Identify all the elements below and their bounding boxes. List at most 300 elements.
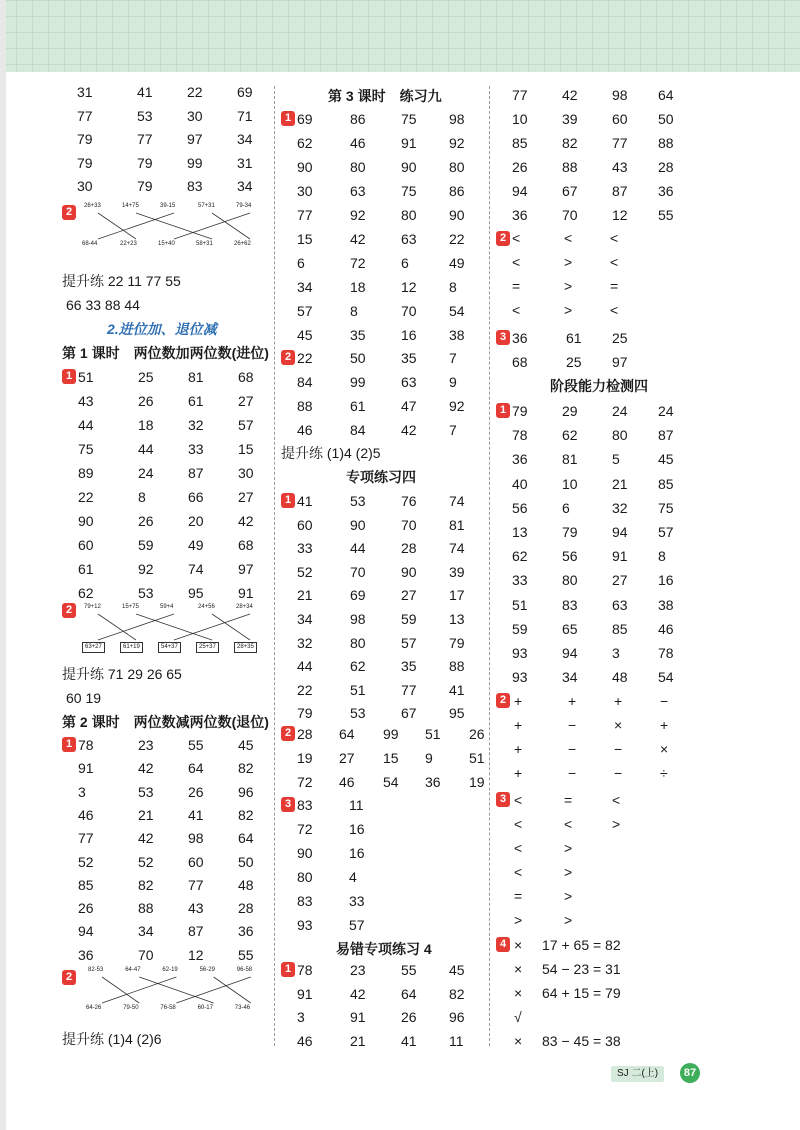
- col3-stage4-q2-cell: +: [514, 693, 523, 709]
- col1-lesson1-cell: 91: [238, 585, 254, 601]
- col1-top-cell: 34: [237, 178, 253, 194]
- col2-lesson3-q2-cell: 88: [297, 398, 313, 414]
- col3-stage4-q1-cell: 3: [612, 645, 620, 661]
- col3-stage4-q1-cell: 32: [612, 499, 628, 516]
- col1-lesson2-cell: 70: [138, 946, 154, 963]
- tisheng-line: 60 19: [66, 690, 102, 706]
- col1-lesson2-cell: 42: [138, 830, 154, 847]
- col1-match2-bottom-expr: 25+37: [196, 642, 219, 653]
- col3-stage4-q1-cell: 5: [612, 451, 620, 468]
- col2-lesson3-q1-cell: 80: [350, 159, 366, 175]
- col3-q2-cell: <: [610, 230, 619, 246]
- col2-lesson3-q1-cell: 45: [297, 327, 313, 343]
- col3-q3-cell: 25: [566, 354, 582, 370]
- col3-q3-cell: 97: [612, 354, 628, 370]
- question-number-badge: 2: [281, 726, 295, 741]
- col1-lesson1-cell: 61: [188, 393, 204, 409]
- col1-lesson1-cell: 43: [78, 393, 94, 409]
- col3-stage4-q4-cell: ×: [514, 1033, 523, 1049]
- col2-special4-q1-cell: 39: [449, 563, 465, 580]
- col3-stage4-q1-cell: 83: [562, 596, 578, 613]
- tisheng-line: 提升练 (1)4 (2)6: [62, 1031, 162, 1047]
- col1-match3-top-expr: 56-29: [199, 967, 215, 973]
- col1-lesson2-cell: 52: [138, 853, 154, 870]
- col1-lesson1-cell: 57: [238, 417, 254, 433]
- col1-top-cell: 31: [77, 84, 93, 100]
- col1-lesson1-cell: 15: [238, 441, 254, 457]
- col1-lesson1-cell: 97: [238, 561, 254, 577]
- tisheng-line: 66 33 88 44: [66, 297, 140, 313]
- col3-stage4-q3-cell: <: [612, 792, 621, 808]
- col2-special4-q1-cell: 52: [297, 563, 313, 580]
- col2-special4-q2-cell: 36: [425, 774, 441, 790]
- col3-stage4-q3-cell: >: [564, 840, 573, 856]
- col3-stage4-q2-cell: ×: [614, 717, 623, 733]
- col2-special4-q1-cell: 74: [449, 540, 465, 557]
- col2-special4-q1-cell: 76: [401, 493, 417, 509]
- col2-lesson3-q1-cell: 22: [449, 231, 465, 247]
- col2-special4-q1-cell: 74: [449, 493, 465, 509]
- col1-lesson2-cell: 50: [238, 853, 254, 870]
- col1-lesson1-cell: 90: [78, 513, 94, 529]
- col2-lesson3-q2-cell: 9: [449, 374, 457, 390]
- col2-lesson3-q1-cell: 15: [297, 231, 313, 247]
- col2-special4-q1-cell: 70: [401, 516, 417, 533]
- col3-stage4-q1-cell: 79: [512, 403, 528, 419]
- tisheng-line: 提升练 71 29 26 65: [62, 666, 182, 682]
- col2-lesson3-q1-cell: 72: [350, 255, 366, 271]
- col1-top-cell: 99: [187, 154, 203, 171]
- col1-lesson2-cell: 96: [238, 783, 254, 800]
- col3-q2-cell: <: [512, 230, 521, 246]
- col2-special4-q1-cell: 79: [449, 634, 465, 651]
- col1-match1-bottom-expr: 26+62: [234, 241, 251, 247]
- col3-q2-cell: <: [512, 302, 521, 318]
- col2-special4-q1-cell: 35: [401, 658, 417, 675]
- col1-top-cell: 34: [237, 131, 253, 147]
- col3-stage4-q4-cell: ×: [514, 937, 523, 953]
- col1-match2-top-expr: 59+4: [160, 604, 174, 610]
- col2-special4-q2-cell: 46: [339, 774, 355, 790]
- col2-errors4-q1-cell: 11: [449, 1032, 464, 1049]
- col3-stage4-q1-cell: 81: [562, 451, 578, 468]
- col3-top-cell: 88: [562, 159, 578, 175]
- col3-top-cell: 55: [658, 207, 674, 223]
- col3-stage4-q1-cell: 78: [658, 645, 674, 661]
- col1-match2-top-expr: 24+56: [198, 604, 215, 610]
- col1-lesson1-cell: 51: [78, 369, 94, 385]
- col2-lesson3-q2-cell: 84: [350, 422, 366, 438]
- col3-top-cell: 98: [612, 87, 628, 103]
- col1-match3-top-expr: 62-19: [162, 967, 178, 973]
- col3-stage4-q1-cell: 21: [612, 475, 628, 492]
- col2-special4-q2-cell: 28: [297, 726, 313, 742]
- col3-stage4-q1-cell: 13: [512, 524, 528, 540]
- col1-top-cell: 83: [187, 178, 203, 194]
- col1-match3-connect-line: [139, 977, 213, 1003]
- col2-lesson3-q1-cell: 91: [401, 135, 417, 151]
- col1-match3-top-expr: 64-47: [125, 967, 141, 973]
- col2-special4-q2-cell: 99: [383, 726, 399, 742]
- col3-q3-cell: 61: [566, 330, 582, 346]
- col3-stage4-q1-cell: 94: [562, 645, 578, 661]
- col2-special4-q3-cell: 16: [349, 845, 365, 861]
- col1-lesson2-cell: 52: [78, 853, 94, 870]
- col1-lesson2-cell: 36: [238, 923, 254, 940]
- question-number-badge: 3: [496, 330, 510, 345]
- col2-errors4-q1-cell: 21: [350, 1032, 366, 1049]
- col2-errors4-q1-cell: 46: [297, 1032, 313, 1049]
- col3-top-cell: 42: [562, 87, 578, 103]
- col2-lesson3-q2-cell: 47: [401, 398, 417, 414]
- col1-lesson1-cell: 20: [188, 513, 204, 529]
- col2-lesson3-q1-cell: 70: [401, 303, 417, 319]
- col2-special4-q1-cell: 81: [449, 516, 465, 533]
- col2-special4-q3-cell: 33: [349, 893, 365, 909]
- col1-top-cell: 31: [237, 154, 253, 171]
- col1-lesson1-cell: 44: [138, 441, 154, 457]
- col3-top-cell: 64: [658, 87, 674, 103]
- col3-stage4-q1-cell: 24: [658, 403, 674, 419]
- col1-lesson2-cell: 94: [78, 923, 94, 940]
- col2-errors4-q1-cell: 3: [297, 1009, 305, 1025]
- col2-lesson3-q2-cell: 7: [449, 422, 457, 438]
- col2-errors4-q1-cell: 96: [449, 1009, 465, 1025]
- col2-lesson3-q1-cell: 34: [297, 279, 313, 295]
- col3-q3-cell: 36: [512, 330, 528, 346]
- col2-lesson3-q1-cell: 42: [350, 231, 366, 247]
- col3-stage4-q1-cell: 85: [612, 620, 628, 637]
- question-number-badge: 1: [281, 962, 295, 977]
- col3-q2-cell: >: [564, 254, 573, 270]
- col1-match3-connect-line: [176, 977, 250, 1003]
- col1-lesson2-cell: 41: [188, 806, 204, 823]
- col1-match2-bottom-expr: 54+37: [158, 642, 181, 653]
- col2-lesson3-q2-cell: 92: [449, 398, 465, 414]
- col2-lesson3-q1-cell: 80: [401, 207, 417, 223]
- col1-lesson2-cell: 46: [78, 806, 94, 823]
- col1-top-cell: 97: [187, 131, 203, 147]
- col1-lesson1-cell: 62: [78, 585, 94, 601]
- section-title: 阶段能力检测四: [550, 378, 648, 394]
- col3-top-cell: 12: [612, 207, 628, 223]
- col3-stage4-q1-cell: 56: [512, 499, 528, 516]
- col2-special4-q1-cell: 22: [297, 681, 313, 698]
- col2-special4-q1-cell: 77: [401, 681, 417, 698]
- col3-q3-cell: 25: [612, 330, 628, 346]
- col1-lesson1-cell: 22: [78, 489, 94, 505]
- col2-lesson3-q1-cell: 63: [350, 183, 366, 199]
- question-number-badge: 1: [281, 111, 295, 126]
- col2-special4-q1-cell: 41: [449, 681, 465, 698]
- page-number: 87: [680, 1063, 700, 1083]
- col2-special4-q2-cell: 26: [469, 726, 485, 742]
- col1-lesson1-cell: 25: [138, 369, 154, 385]
- col2-special4-q1-cell: 67: [401, 705, 417, 722]
- col2-special4-q1-cell: 79: [297, 705, 313, 722]
- col2-special4-q2-cell: 54: [383, 774, 399, 790]
- col1-match1-bottom-expr: 68-44: [82, 241, 98, 247]
- col3-top-cell: 82: [562, 135, 578, 151]
- col3-stage4-q1-cell: 63: [612, 596, 628, 613]
- col2-lesson3-q1-cell: 6: [401, 255, 409, 271]
- col1-match1-top-expr: 39-15: [160, 203, 176, 209]
- question-number-badge: 2: [281, 350, 295, 365]
- col2-special4-q1-cell: 70: [350, 563, 366, 580]
- col1-lesson1-cell: 24: [138, 465, 154, 481]
- col2-lesson3-q1-cell: 90: [401, 159, 417, 175]
- col2-special4-q1-cell: 60: [297, 516, 313, 533]
- col1-lesson2-cell: 85: [78, 876, 94, 893]
- col2-lesson3-q1-cell: 62: [297, 135, 313, 151]
- col3-q2-cell: >: [564, 278, 573, 294]
- col2-lesson3-q2-cell: 61: [350, 398, 366, 414]
- col2-special4-q3-cell: 90: [297, 845, 313, 861]
- col1-lesson2-cell: 55: [188, 737, 204, 753]
- col3-top-cell: 67: [562, 183, 578, 199]
- question-number-badge: 1: [62, 737, 76, 752]
- col1-lesson2-cell: 53: [138, 783, 154, 800]
- tisheng-line: 提升练 22 11 77 55: [62, 273, 181, 289]
- col1-lesson2-cell: 48: [238, 876, 254, 893]
- col2-special4-q2-cell: 72: [297, 774, 313, 790]
- question-number-badge: 2: [62, 603, 76, 618]
- col2-lesson3-q1-cell: 57: [297, 303, 313, 319]
- col1-lesson1-cell: 8: [138, 489, 146, 505]
- col3-top-cell: 77: [512, 87, 528, 103]
- col2-special4-q1-cell: 57: [401, 634, 417, 651]
- col1-match3-bottom-expr: 73-46: [234, 1005, 251, 1011]
- col2-special4-q1-cell: 95: [449, 705, 465, 722]
- col1-lesson2-cell: 88: [138, 900, 154, 917]
- col1-top-cell: 30: [187, 107, 203, 124]
- col3-stage4-q1-cell: 33: [512, 572, 528, 589]
- col3-stage4-q1-cell: 38: [658, 596, 674, 613]
- col3-stage4-q3-cell: <: [514, 792, 523, 808]
- col3-stage4-q4-cell: √: [514, 1009, 522, 1025]
- col3-stage4-q2-cell: −: [660, 693, 669, 709]
- col1-lesson2-cell: 98: [188, 830, 204, 847]
- col3-stage4-q4-cell: 64 + 15 = 79: [542, 985, 621, 1001]
- lesson-title: 第 3 课时 练习九: [328, 88, 442, 104]
- col3-stage4-q1-cell: 10: [562, 475, 578, 492]
- col1-match2-bottom-expr: 63+27: [82, 642, 105, 653]
- col2-lesson3-q1-cell: 77: [297, 207, 313, 223]
- col3-stage4-q4-cell: ×: [514, 985, 523, 1001]
- col1-match3-bottom-expr: 60-17: [197, 1005, 213, 1011]
- col3-top-cell: 43: [612, 159, 628, 175]
- col1-lesson2-cell: 77: [188, 876, 204, 893]
- col1-lesson1-cell: 61: [78, 561, 94, 577]
- col3-stage4-q1-cell: 6: [562, 499, 570, 516]
- col3-q2-cell: <: [512, 254, 521, 270]
- col2-lesson3-q1-cell: 92: [350, 207, 366, 223]
- col1-lesson1-cell: 60: [78, 537, 94, 553]
- col2-lesson3-q1-cell: 8: [449, 279, 457, 295]
- col3-stage4-q2-cell: ÷: [660, 765, 668, 781]
- col1-lesson2-cell: 45: [238, 737, 254, 753]
- col1-lesson1-cell: 59: [138, 537, 154, 553]
- col2-lesson3-q2-cell: 63: [401, 374, 417, 390]
- col2-lesson3-q1-cell: 6: [297, 255, 305, 271]
- col1-top-cell: 79: [137, 178, 153, 194]
- question-number-badge: 4: [496, 937, 510, 952]
- question-number-badge: 3: [496, 792, 510, 807]
- col3-top-cell: 50: [658, 111, 674, 127]
- col3-stage4-q3-cell: =: [514, 888, 523, 904]
- col2-errors4-q1-cell: 23: [350, 962, 366, 978]
- col3-stage4-q1-cell: 36: [512, 451, 528, 468]
- col1-lesson2-cell: 82: [238, 806, 254, 823]
- col3-stage4-q1-cell: 79: [562, 524, 578, 540]
- col2-lesson3-q1-cell: 35: [350, 327, 366, 343]
- col1-match3-bottom-expr: 64-26: [86, 1005, 102, 1011]
- col3-stage4-q3-cell: >: [514, 912, 523, 928]
- col2-special4-q1-cell: 21: [297, 587, 313, 604]
- col2-lesson3-q1-cell: 69: [297, 111, 313, 127]
- col3-top-cell: 88: [658, 135, 674, 151]
- section-title: 2.进位加、退位减: [107, 321, 217, 337]
- col2-errors4-q1-cell: 78: [297, 962, 313, 978]
- col1-match3-connect-line: [102, 977, 139, 1003]
- question-number-badge: 2: [496, 693, 510, 708]
- col1-lesson1-cell: 81: [188, 369, 204, 385]
- col3-top-cell: 60: [612, 111, 628, 127]
- col3-top-cell: 87: [612, 183, 628, 199]
- col3-top-cell: 26: [512, 159, 528, 175]
- col3-stage4-q2-cell: −: [568, 765, 577, 781]
- col1-lesson2-cell: 36: [78, 946, 94, 963]
- col3-top-cell: 36: [658, 183, 674, 199]
- col1-lesson1-cell: 44: [78, 417, 94, 433]
- question-number-badge: 1: [281, 493, 295, 508]
- col1-lesson1-cell: 92: [138, 561, 154, 577]
- col2-special4-q2-cell: 19: [469, 774, 485, 790]
- col3-stage4-q1-cell: 87: [658, 427, 674, 444]
- col3-stage4-q4-cell: 54 − 23 = 31: [542, 961, 621, 977]
- col2-errors4-q1-cell: 41: [401, 1032, 417, 1049]
- col2-special4-q1-cell: 44: [297, 658, 313, 675]
- tisheng-line: 提升练 (1)4 (2)5: [281, 445, 381, 461]
- col2-special4-q1-cell: 62: [350, 658, 366, 675]
- col1-match1-top-expr: 26+33: [84, 203, 101, 209]
- col1-top-cell: 79: [77, 131, 93, 147]
- col1-lesson1-cell: 68: [238, 369, 254, 385]
- col2-lesson3-q1-cell: 86: [350, 111, 366, 127]
- col3-top-cell: 94: [512, 183, 528, 199]
- col1-match1-bottom-expr: 58+31: [196, 241, 213, 247]
- col1-lesson1-cell: 68: [238, 537, 254, 553]
- col3-q2-cell: <: [610, 302, 619, 318]
- col1-lesson1-cell: 87: [188, 465, 204, 481]
- col1-top-cell: 77: [137, 131, 153, 147]
- col1-lesson1-cell: 27: [238, 489, 254, 505]
- col2-special4-q3-cell: 16: [349, 821, 365, 837]
- col3-stage4-q1-cell: 16: [658, 572, 674, 589]
- col2-special4-q1-cell: 98: [350, 611, 366, 627]
- col2-errors4-q1-cell: 26: [401, 1009, 417, 1025]
- col3-stage4-q3-cell: >: [564, 888, 573, 904]
- col3-stage4-q4-cell: ×: [514, 961, 523, 977]
- col1-lesson2-cell: 78: [78, 737, 94, 753]
- col3-stage4-q1-cell: 62: [512, 548, 528, 565]
- col1-lesson2-cell: 12: [188, 946, 204, 963]
- col2-lesson3-q2-cell: 99: [350, 374, 366, 390]
- col3-stage4-q4-cell: 17 + 65 = 82: [542, 937, 621, 953]
- col3-stage4-q2-cell: −: [568, 741, 577, 757]
- col1-lesson1-cell: 53: [138, 585, 154, 601]
- col2-special4-q1-cell: 33: [297, 540, 313, 557]
- col2-special4-q3-cell: 80: [297, 869, 313, 885]
- col2-lesson3-q1-cell: 16: [401, 327, 417, 343]
- col3-stage4-q1-cell: 51: [512, 596, 528, 613]
- question-number-badge: 2: [496, 231, 510, 246]
- col1-match2-bottom-expr: 61+19: [120, 642, 143, 653]
- col2-errors4-q1-cell: 64: [401, 985, 417, 1002]
- col3-stage4-q1-cell: 27: [612, 572, 628, 589]
- col1-lesson2-cell: 60: [188, 853, 204, 870]
- col2-special4-q2-cell: 9: [425, 750, 433, 766]
- col1-top-cell: 71: [237, 107, 253, 124]
- col2-lesson3-q1-cell: 80: [449, 159, 465, 175]
- col2-errors4-q1-cell: 82: [449, 985, 465, 1002]
- question-number-badge: 2: [62, 205, 76, 220]
- col1-lesson2-cell: 82: [138, 876, 154, 893]
- col2-special4-q1-cell: 27: [401, 587, 417, 604]
- col2-lesson3-q2-cell: 42: [401, 422, 417, 438]
- col1-lesson2-cell: 77: [78, 830, 94, 847]
- section-title: 易错专项练习 4: [336, 941, 432, 957]
- col1-lesson2-cell: 34: [138, 923, 154, 940]
- grade-tag: SJ 二(上): [611, 1066, 664, 1082]
- col1-top-cell: 22: [187, 84, 203, 100]
- section-title: 专项练习四: [346, 469, 416, 485]
- col3-stage4-q1-cell: 54: [658, 669, 674, 686]
- col3-top-cell: 28: [658, 159, 674, 175]
- col3-q3-cell: 68: [512, 354, 528, 370]
- question-number-badge: 1: [62, 369, 76, 384]
- col1-match1-bottom-expr: 15+40: [158, 241, 175, 247]
- col1-match1-top-expr: 14+75: [122, 203, 139, 209]
- col2-special4-q1-cell: 13: [449, 611, 465, 627]
- col2-lesson3-q1-cell: 38: [449, 327, 465, 343]
- col3-stage4-q1-cell: 80: [612, 427, 628, 444]
- col3-top-cell: 85: [512, 135, 528, 151]
- col2-lesson3-q2-cell: 50: [350, 350, 366, 366]
- col2-special4-q1-cell: 32: [297, 634, 313, 651]
- col2-lesson3-q1-cell: 92: [449, 135, 465, 151]
- col3-stage4-q1-cell: 65: [562, 620, 578, 637]
- col2-special4-q3-cell: 72: [297, 821, 313, 837]
- col3-top-cell: 70: [562, 207, 578, 223]
- col3-stage4-q1-cell: 8: [658, 548, 666, 565]
- col3-stage4-q1-cell: 93: [512, 669, 528, 686]
- col2-lesson3-q2-cell: 46: [297, 422, 313, 438]
- col2-special4-q3-cell: 4: [349, 869, 357, 885]
- col1-top-cell: 77: [77, 107, 93, 124]
- col3-stage4-q3-cell: <: [564, 816, 573, 832]
- col3-stage4-q1-cell: 78: [512, 427, 528, 444]
- col2-lesson3-q2-cell: 84: [297, 374, 313, 390]
- col1-match3-top-expr: 96-58: [236, 967, 253, 973]
- col3-stage4-q3-cell: >: [564, 912, 573, 928]
- col2-special4-q2-cell: 27: [339, 750, 355, 766]
- col3-stage4-q2-cell: +: [514, 717, 523, 733]
- col3-top-cell: 10: [512, 111, 528, 127]
- col2-special4-q2-cell: 15: [383, 750, 399, 766]
- question-number-badge: 1: [496, 403, 510, 418]
- col1-lesson1-cell: 30: [238, 465, 254, 481]
